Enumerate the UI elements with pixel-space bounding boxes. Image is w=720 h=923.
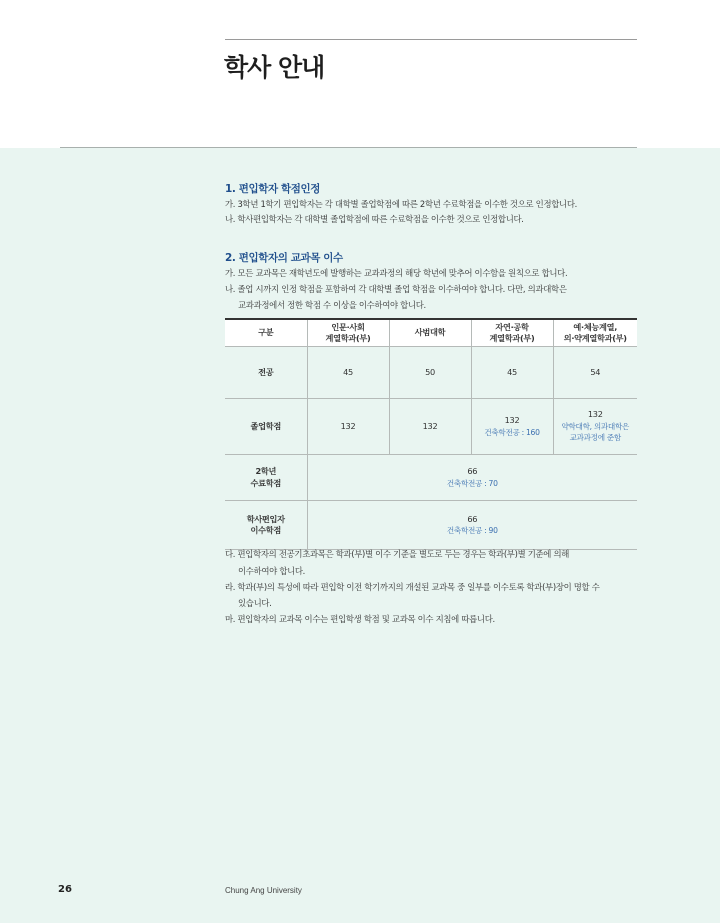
section2-item-ra-line2: 있습니다.: [238, 598, 272, 608]
section1-heading: 1. 편입학자 학점인정: [225, 183, 320, 195]
grad-arts-note2: 교과과정에 준함: [569, 433, 621, 443]
grad-arts-note1: 약학대학, 의과대학은: [561, 421, 630, 431]
yr2-note: 건축학전공 : 70: [446, 478, 498, 488]
major-humanities: 45: [307, 347, 389, 399]
header-science-line2: 계열학과(부): [489, 333, 535, 343]
grad-science-value: 132: [504, 415, 520, 425]
header-humanities-line2: 계열학과(부): [325, 333, 371, 343]
table-row: [225, 501, 637, 550]
major-science: 45: [471, 347, 553, 399]
bach-value-cell: [307, 501, 637, 550]
page-title: 학사 안내: [224, 53, 325, 82]
section2-heading: 2. 편입학자의 교과목 이수: [225, 252, 343, 264]
header-science: [471, 319, 553, 347]
section-divider: [60, 147, 637, 148]
table-row: [225, 455, 637, 501]
bach-label-line2: 이수학점: [250, 525, 281, 535]
row-label-grad: 졸업학점: [225, 399, 307, 455]
bach-note: 건축학전공 : 90: [446, 526, 498, 535]
credit-table: [225, 318, 637, 550]
section2-item-ra-line1: 라. 학과(부)의 특성에 따라 편입학 이전 학기까지의 개설된 교과목 중 일부를 이수토록 학과(부)장이 명할 수: [225, 582, 600, 592]
grad-arts-value: 132: [587, 409, 603, 420]
yr2-label-line1: 2학년: [255, 466, 277, 476]
header-arts-line2: 의·약계열학과(부): [563, 333, 627, 343]
bach-value: 66: [467, 513, 478, 524]
header-arts-line1: 예·체능계열,: [573, 321, 618, 332]
section2-item-ma: 마. 편입학자의 교과목 이수는 편입학생 학점 및 교과목 이수 지침에 따릅니다.: [225, 614, 495, 624]
header-category: 구분: [225, 319, 307, 347]
footer-university: Chung Ang University: [225, 886, 302, 895]
table-header-row: [225, 319, 637, 347]
major-arts-medical: 54: [553, 347, 637, 399]
section1-item-ga: 가. 3학년 1학기 편입학자는 각 대학별 졸업학점에 따른 2학년 수료학점을 이수한 것으로 인정합니다.: [225, 199, 577, 209]
grad-arts-medical: [553, 399, 637, 455]
bach-label-line1: 학사편입자: [246, 513, 285, 524]
row-label-bach: [225, 501, 307, 550]
yr2-value: 66: [467, 466, 478, 476]
table-row: [225, 347, 637, 399]
row-label-yr2: [225, 455, 307, 501]
section2-item-da-line2: 이수하여야 합니다.: [238, 566, 306, 576]
header-education: 사범대학: [389, 319, 471, 347]
grad-education: 132: [389, 399, 471, 455]
header-science-line1: 자연·공학: [495, 321, 529, 332]
page-number: 26: [58, 884, 72, 895]
yr2-value-cell: [307, 455, 637, 501]
yr2-label-line2: 수료학점: [250, 477, 281, 488]
section2-item-ga: 가. 모든 교과목은 재학년도에 발행하는 교과과정의 해당 학년에 맞추어 이수함을 원칙으로 합니다.: [225, 268, 568, 278]
section1-item-na: 나. 학사편입학자는 각 대학별 졸업학점에 따른 수료학점을 이수한 것으로 인정합니다.: [225, 214, 524, 224]
section2-item-na-line1: 나. 졸업 시까지 인정 학점을 포함하여 각 대학별 졸업 학점을 이수하여야 합니다. 다만, 의과대학은: [225, 284, 567, 294]
header-humanities: [307, 319, 389, 347]
top-rule: [225, 39, 637, 40]
row-label-major: 전공: [225, 347, 307, 399]
section2-item-na-line2: 교과과정에서 정한 학점 수 이상을 이수하여야 합니다.: [238, 300, 426, 310]
major-education: 50: [389, 347, 471, 399]
section2-item-da-line1: 다. 편입학자의 전공기초과목은 학과(부)별 이수 기준을 별도로 두는 경우는 학과(부)별 기준에 의해: [225, 549, 570, 559]
header-arts-medical: [553, 319, 637, 347]
table-row: [225, 399, 637, 455]
grad-science: [471, 399, 553, 455]
grad-science-note: 건축학전공 : 160: [484, 427, 540, 437]
grad-humanities: 132: [307, 399, 389, 455]
header-humanities-line1: 인문·사회: [331, 321, 365, 332]
